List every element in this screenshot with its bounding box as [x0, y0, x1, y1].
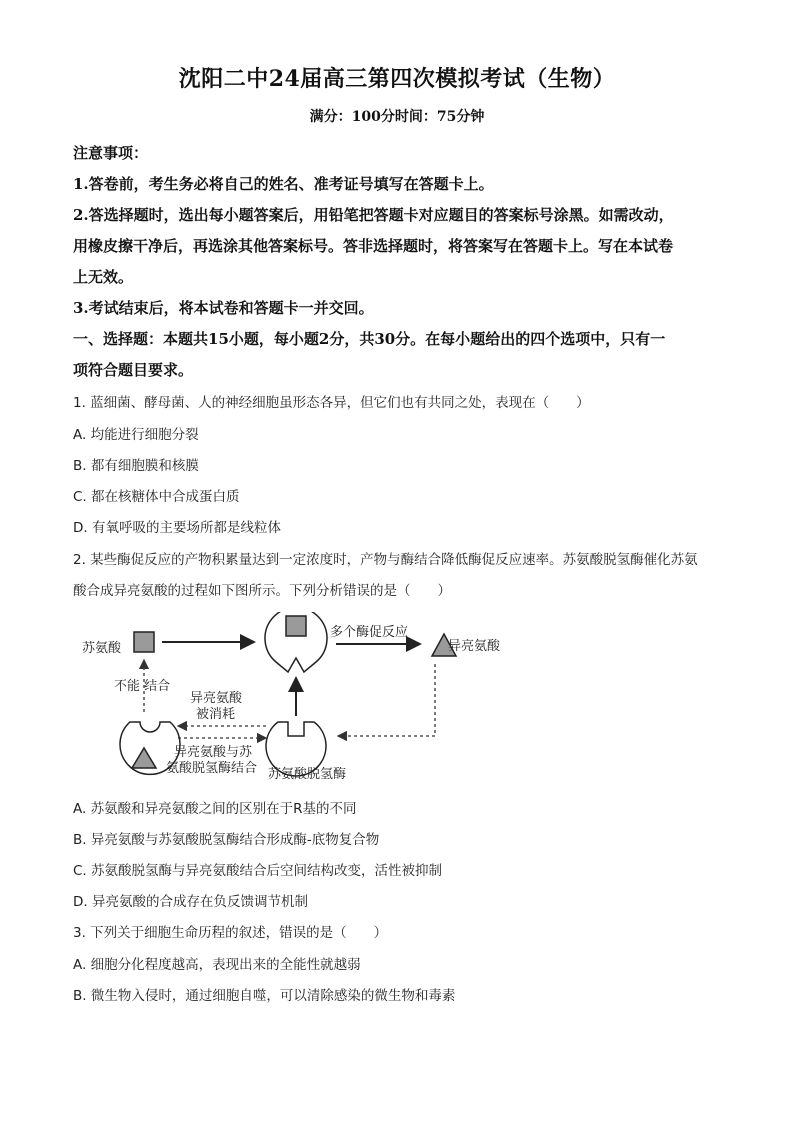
consumed-label-2: 被消耗: [196, 707, 236, 722]
question-2-stem-line-2: 酸合成异亮氨酸的过程如下图所示。下列分析错误的是（ ）: [73, 583, 451, 599]
enzyme-feedback-diagram: [70, 612, 540, 788]
question-2-stem-line-1: 2. 某些酶促反应的产物积累量达到一定浓度时，产物与酶结合降低酶促反应速率。苏氨酸脱氢酶催化苏氨: [73, 552, 698, 568]
bound-threonine-square: [286, 616, 306, 636]
threonine-square: [134, 632, 154, 652]
question-1-option-c: C. 都在核糖体中合成蛋白质: [73, 489, 240, 505]
notice-item-3: 3.考试结束后，将本试卷和答题卡一并交回。: [73, 299, 374, 317]
section-heading-line-2: 项符合题目要求。: [73, 361, 194, 379]
notice-item-2-line-3: 上无效。: [73, 268, 134, 286]
notice-item-2-line-2: 用橡皮擦干净后，再选涂其他答案标号。答非选择题时，将答案写在答题卡上。写在本试卷: [73, 237, 674, 255]
section-heading-line-1: 一、选择题：本题共15小题，每小题2分，共30分。在每小题给出的四个选项中，只有一: [73, 330, 666, 348]
bind-label-2: 氨酸脱氢酶结合: [166, 761, 258, 776]
exam-title: 沈阳二中24届高三第四次模拟考试（生物）: [178, 66, 616, 92]
question-1-option-b: B. 都有细胞膜和核膜: [73, 458, 199, 474]
question-1-stem: 1. 蓝细菌、酵母菌、人的神经细胞虽形态各异，但它们也有共同之处，表现在（ ）: [73, 395, 590, 411]
question-3-option-a: A. 细胞分化程度越高，表现出来的全能性就越弱: [73, 957, 361, 973]
exam-score-time: 满分：100分时间：75分钟: [309, 109, 485, 125]
question-3-stem: 3. 下列关于细胞生命历程的叙述，错误的是（ ）: [73, 925, 388, 941]
diagram-svg: [70, 612, 540, 788]
question-1-option-d: D. 有氧呼吸的主要场所都是线粒体: [73, 520, 281, 536]
enzyme-label: 苏氨酸脱氢酶: [268, 767, 347, 782]
consumed-label-1: 异亮氨酸: [190, 691, 243, 706]
notice-item-1: 1.答卷前，考生务必将自己的姓名、准考证号填写在答题卡上。: [73, 175, 494, 193]
question-3-option-b: B. 微生物入侵时，通过细胞自噬，可以清除感染的微生物和毒素: [73, 988, 456, 1004]
question-2-option-d: D. 异亮氨酸的合成存在负反馈调节机制: [73, 894, 308, 910]
cannot-bind-label: 不能 结合: [114, 679, 171, 694]
multi-reaction-label: 多个酶促反应: [330, 625, 409, 640]
isoleucine-label: 异亮氨酸: [448, 639, 501, 654]
question-1-option-a: A. 均能进行细胞分裂: [73, 427, 199, 443]
notice-item-2-line-1: 2.答选择题时，选出每小题答案后，用铅笔把答题卡对应题目的答案标号涂黑。如需改动，: [73, 206, 674, 224]
question-2-option-a: A. 苏氨酸和异亮氨酸之间的区别在于R基的不同: [73, 801, 357, 817]
question-2-option-c: C. 苏氨酸脱氢酶与异亮氨酸结合后空间结构改变，活性被抑制: [73, 863, 443, 879]
threonine-label: 苏氨酸: [82, 641, 122, 656]
question-2-option-b: B. 异亮氨酸与苏氨酸脱氢酶结合形成酶-底物复合物: [73, 832, 380, 848]
notice-heading: 注意事项：: [73, 144, 149, 162]
bind-label-1: 异亮氨酸与苏: [174, 745, 253, 760]
